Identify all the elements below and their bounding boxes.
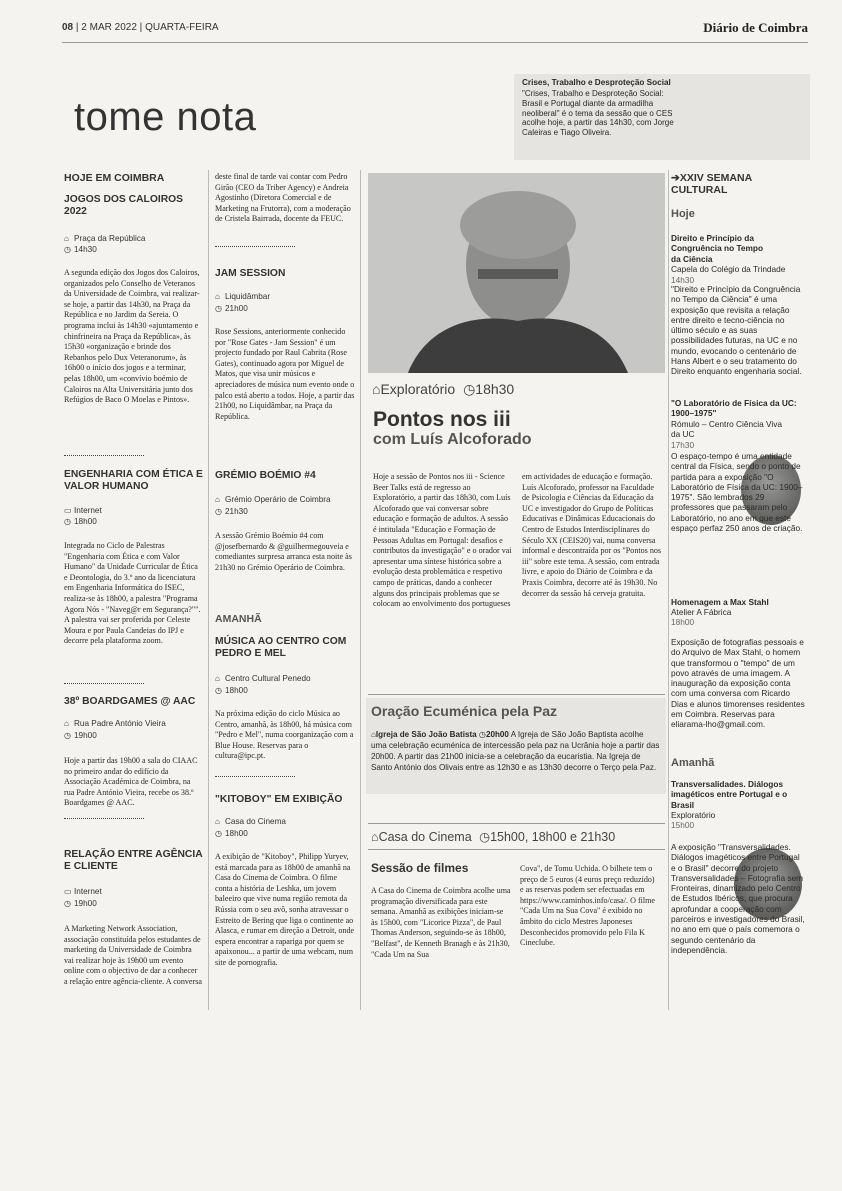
side-event-text: A exposição "Transversalidades. Diálogos imagéticos entre Portugal e o Brasil" decorre do projeto Transversalidades – Fotografia sem Fronteiras, dinamizado pelo Centro de Estudos Ibéricos, que procura aprofundar a cooperação com parceiros e investigadores do Brasil, no ano em que o país comemora o segundo centenário da independência. [671, 842, 805, 955]
event-place: ⌂ Liquidâmbar [215, 292, 271, 301]
side-event-text: Exposição de fotografias pessoais e do Arquivo de Max Stahl, o homem que transformou o "tempo" de um povo através de uma imagem. A inauguração da exposição conta com uma conversa com Ricardo Dias e alunos timorenses residentes em Coimbra. Reservas para eliarama-lho@gmail.com. [671, 637, 805, 730]
event-text: A exibição de "Kitoboy", Philipp Yuryev, está marcada para as 18h00 de amanhã na Casa do Cinema de Coimbra. O filme conta a história de Leshka, um jovem baleeiro que vive numa região remota da Rússia com o seu avô, sonha atravessar o Estreito de Bering que liga o continente ao Alasca, e rumar em direção a Detroit, onde espera encontrar a rapariga por quem se apaixonou... a partir de uma webcam, num site de pornografia. [215, 852, 355, 967]
event-title: ENGENHARIA COM ÉTICA E VALOR HUMANO [64, 469, 203, 492]
portrait-illustration [368, 173, 665, 373]
clock-icon: ◷ [215, 686, 222, 695]
event-place: ⌂ Grémio Operário de Coimbra [215, 495, 331, 504]
arrow-right-icon: ➔ [671, 172, 680, 184]
clock-icon: ◷ [215, 304, 222, 313]
event-time: ◷ 18h00 [64, 517, 97, 526]
event-place: ▭ Internet [64, 506, 102, 515]
event-text: Na próxima edição do ciclo Música ao Centro, amanhã, às 18h00, há música com "Pedro e Mel", numa coorganização com a Blue House. Reservas para o cultura@ipc.pt. [215, 709, 354, 761]
main-text: em actividades de educação e formação. Luís Alcoforado, professor na Faculdade de Psicologia e Ciências da Educação da UC e investigador do Grupo de Políticas Educativas e Dinâmicas Educacionais do Centro de Estudos Interdisciplinares do Século XX (CEIS20) vai, numa conversa informal e descontraída por os "Pontos nos iii" sobre este tema. A sessão, com entrada livre, e apoio do Diário de Coimbra e da Praxis Coimbra, decorre até às 19h30. No decorrer da sessão há cerveja gratuita. [522, 472, 662, 598]
column-rule [208, 170, 209, 1010]
cinema-kicker: ⌂Casa do Cinema ◷15h00, 18h00 e 21h30 [371, 830, 616, 844]
main-subheadline: com Luís Alcoforado [373, 431, 532, 448]
main-headline: Pontos nos iii [373, 408, 511, 431]
clock-icon: ◷ [479, 830, 491, 844]
divider [64, 455, 144, 456]
page-weekday: QUARTA-FEIRA [145, 22, 219, 33]
cinema-text: Cova", de Tomu Uchida. O bilhete tem o preço de 5 euros (4 euros preço reduzido) e as reservas podem ser efectuadas em https://www.caminhos.info/casa/. O filme "Cada Um na Sua Cova" é exibido no âmbito do ciclo Mestres Japoneses Desconhecidos promovido pelo Fila K Cineclube. [520, 864, 656, 948]
divider [215, 776, 295, 777]
side-event-title: Direito e Princípio da Congruência no Tempo da Ciência [671, 233, 764, 264]
side-event-text: O espaço-tempo é uma entidade central da Física, sendo o ponto de partida para a exposição "O Laboratório de Física da UC: 1900–1975". São lembrados 29 professores que passaram pelo Laboratório, no ano em que este espaço perfaz 250 anos de criação. [671, 451, 803, 534]
event-time: ◷ 19h00 [64, 899, 97, 908]
event-place: ⌂ Rua Padre António Vieira [64, 719, 166, 728]
side-hoje: Hoje [671, 208, 695, 220]
event-title: JAM SESSION [215, 268, 286, 279]
event-place: ⌂ Praça da República [64, 234, 146, 243]
event-time: ◷ 21h00 [215, 304, 248, 313]
church-icon: ⌂ [371, 730, 376, 739]
header-rule [62, 42, 808, 43]
clock-icon: ◷ [463, 381, 476, 397]
side-event-place: Exploratório [671, 810, 716, 820]
event-time: ◷ 14h30 [64, 245, 97, 254]
clock-icon: ◷ [64, 899, 71, 908]
side-amanha: Amanhã [671, 757, 715, 769]
event-text: Rose Sessions, anteriormente conhecido por "Rose Gates - Jam Session" é um projecto fundado por Raul Cabrita (Rose Gates), continuado agora por Miguel de Matos, que visa unir músicos e apreciadores de música num evento onde o palco está aberto a todos. Hoje, a partir das 21h00, no Liquidâmbar, na Praça da República. [215, 327, 355, 421]
divider [64, 683, 144, 684]
event-time: ◷ 18h00 [215, 686, 248, 695]
side-event-title: "O Laboratório de Física da UC: 1900–1975" [671, 398, 797, 419]
location-icon: ⌂ [372, 381, 381, 397]
brand-logo: Diário de Coimbra [703, 20, 808, 35]
location-icon: ⌂ [64, 234, 69, 243]
side-event-time: 14h30 [671, 275, 695, 285]
location-icon: ⌂ [215, 495, 220, 504]
side-event-time: 18h00 [671, 617, 695, 627]
side-header: ➔XXIV SEMANA CULTURAL [671, 172, 752, 196]
event-title: 38º BOARDGAMES @ AAC [64, 696, 196, 707]
column-rule [668, 170, 669, 1010]
clock-icon: ◷ [64, 245, 71, 254]
laptop-icon: ▭ [64, 887, 72, 896]
section-rule [368, 849, 665, 850]
event-place: ▭ Internet [64, 887, 102, 896]
location-icon: ⌂ [215, 674, 220, 683]
page-number: 08 [62, 22, 74, 33]
divider [215, 246, 295, 247]
divider [64, 818, 144, 819]
event-text: A segunda edição dos Jogos dos Caloiros, organizados pelo Conselho de Veteranos da Universidade de Coimbra, vai realizar-se hoje, a partir das 14h30, na Praça da República e no Jardim da Sereia. O programa inclui às 14h30 «ajuntamento e chinfrineira na Praça da República», às 15h30 «organização e brinde dos Rebanhos pelo Dux Veteranorum», às 16h00 o início dos jogos e a terminar, pelas 18h00, um «convívio boémio de Caloiros na Alta Universitária junto dos Refúgios de Baco O Moelas e Pintos». [64, 268, 200, 405]
clock-icon: ◷ [64, 731, 71, 740]
side-event-time: 17h30 [671, 440, 695, 450]
event-title: JOGOS DOS CALOIROS 2022 [64, 194, 184, 217]
location-icon: ⌂ [64, 719, 69, 728]
section-rule [368, 694, 665, 695]
event-text: A sessão Grémio Boémio #4 com @josefbernardo & @guilhermegouveia e comediantes surpresa arranca esta noite às 21h30 no Grémio Operário de Coimbra. [215, 531, 352, 572]
side-event-place: Rómulo – Centro Ciência Viva da UC [671, 419, 782, 440]
promo-text: "Crises, Trabalho e Desproteção Social: Brasil e Portugal diante da armadilha neoliberal" é o tema da sessão que o CES acolhe hoje, a partir das 14h30, com Jorge Caleiras e Tiago Oliveira. [522, 89, 674, 138]
location-icon: ⌂ [215, 292, 220, 301]
side-event-title: Transversalidades. Diálogos imagéticos entre Portugal e o Brasil [671, 779, 788, 810]
side-event-place: Atelier A Fábrica [671, 607, 732, 617]
portrait-photo [368, 173, 665, 373]
event-text: A Marketing Network Association, associação constituída pelos estudantes de marketing da Universidade de Coimbra vai realizar hoje às 19h00 um evento online com o objectivo de dar a conhecer a relação entre agência-cliente. A conversa [64, 924, 202, 986]
promo-title: Crises, Trabalho e Desproteção Social [522, 78, 671, 87]
event-title: MÚSICA AO CENTRO COM PEDRO E MEL [215, 636, 347, 659]
side-event-text: "Direito e Princípio da Congruência no Tempo da Ciência" é uma exposição que revisita a relação entre direito e tecno-ciência no último século e as suas possibilidades futuras, na UC e no mundo, evocando o centenário de Hans Albert e o seu tratamento do Direito enquanto engenharia social. [671, 284, 802, 377]
section-title: tome nota [74, 95, 257, 139]
clock-icon: ◷ [64, 517, 71, 526]
column-rule [360, 170, 361, 1010]
cinema-title: Sessão de filmes [371, 861, 469, 875]
location-icon: ⌂ [215, 817, 220, 826]
cinema-text: A Casa do Cinema de Coimbra acolhe uma programação diversificada para este semana. Amanhã as exibições iniciam-se às 15h00, com "Licorice Pizza", de Paul Thomas Anderson, seguindo-se às 18h00, "Belfast", de Kenneth Branagh e às 21h30, "Cada Um na Sua [371, 886, 511, 959]
kicker: ⌂Exploratório ◷18h30 [372, 381, 515, 397]
section-hoje-em-coimbra: HOJE EM COIMBRA [64, 172, 165, 184]
event-title: "KITOBOY" EM EXIBIÇÃO [215, 794, 343, 805]
event-text: Integrada no Ciclo de Palestras "Engenharia com Ética e com Valor Humano" da Unidade Curricular de Ética e Deontologia, do 3.º ano da licenciatura em Engenharia Informática do ISEC, realiza-se às 18h00, a palestra "Programa Agora Nós - "Naveg@r em Segurança?"". A palestra vai ser proferida por Celeste Moura e por Paula Candeias do IPJ e decorre pela plataforma zoom. [64, 541, 201, 646]
clock-icon: ◷ [215, 829, 222, 838]
clock-icon: ◷ [478, 730, 486, 739]
laptop-icon: ▭ [64, 506, 72, 515]
side-event-time: 15h00 [671, 820, 695, 830]
page-date: 2 MAR 2022 [81, 22, 137, 33]
section-rule [368, 823, 665, 824]
event-time: ◷ 21h30 [215, 507, 248, 516]
event-text: Hoje a partir das 19h00 a sala do CIAAC no primeiro andar do edifício da Associação Académica de Coimbra, na rua Padre António Vieira, recebe os 38.º Boardgames @ AAC. [64, 756, 198, 808]
event-title: RELAÇÃO ENTRE AGÊNCIA E CLIENTE [64, 849, 203, 872]
page-header: 08 | 2 MAR 2022 | QUARTA-FEIRA [62, 22, 219, 33]
main-text: Hoje a sessão de Pontos nos iii - Science Beer Talks está de regresso ao Exploratório, a partir das 18h30, com Luís Alcoforado que vai conversar sobre educação e formação de adultos. A sessão é intitulada "Educação e Formação de Pessoas Adultas em Portugal: desafios e contributos da investigação" e o orador vai apresentar uma síntese histórica sobre a evolução desta problemática e respetivo campo de práticas, dando a conhecer alguns dos principais problemas que se colocam ao envolvimento dos portugueses [373, 472, 512, 609]
event-title: GRÉMIO BOÉMIO #4 [215, 470, 316, 481]
location-icon: ⌂ [371, 830, 379, 844]
clock-icon: ◷ [215, 507, 222, 516]
oracao-text: ⌂Igreja de São João Batista ◷20h00 A Igreja de São João Baptista acolhe uma celebração ecuménica de intercessão pela paz na Ucrânia hoje a partir das 20h00. A partir das 21h00 inicia-se a celebração da eucaristia. Na Igreja de Santo António dos Olivais entre as 12h30 e as 13h30 decorre o Terço pela Paz. [371, 730, 660, 772]
side-event-title: Homenagem a Max Stahl [671, 597, 769, 607]
event-text-continued: deste final de tarde vai contar com Pedro Girão (CEO da Triber Agency) e Andreia Agostinho (Diretora Comercial e de Marketing na Frutorra), com a moderação de Cristela Bairrada, docente da FEUC. [215, 172, 351, 224]
oracao-title: Oração Ecuménica pela Paz [371, 703, 557, 719]
side-event-place: Capela do Colégio da Trindade [671, 264, 786, 274]
event-place: ⌂ Casa do Cinema [215, 817, 286, 826]
event-place: ⌂ Centro Cultural Penedo [215, 674, 311, 683]
event-time: ◷ 18h00 [215, 829, 248, 838]
section-amanha: AMANHÃ [215, 613, 262, 625]
event-time: ◷ 19h00 [64, 731, 97, 740]
